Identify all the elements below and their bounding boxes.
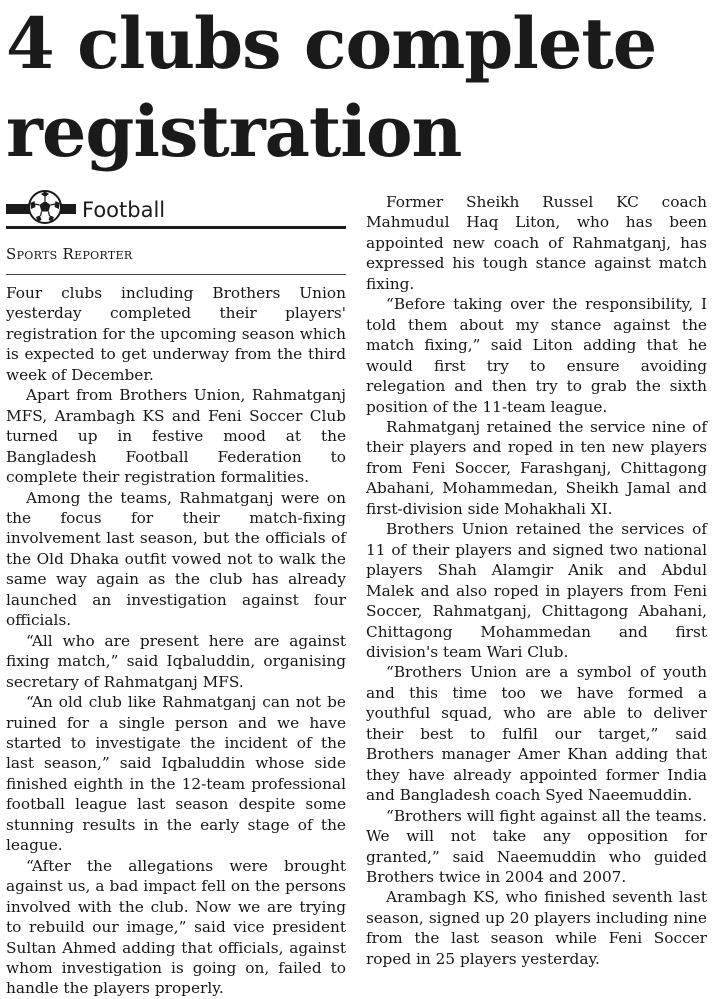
- article-paragraph: “Brothers Union are a symbol of youth and this time too we have formed a youthful squad, who are able to deliver their best to fulfil our target,” said Brothers manager Amer Khan adding that they have already appointed former India and Bangladesh coach Syed Naeemuddin.: [366, 663, 707, 805]
- article-paragraph: Rahmatganj retained the service nine of their players and roped in ten new players from Feni Soccer, Farashganj, Chittagong Abahani, Mohammedan, Sheikh Jamal and first-division side Mohakhali XI.: [366, 417, 707, 518]
- headline-line-1: 4 clubs complete: [6, 2, 657, 85]
- left-column: [6, 186, 346, 999]
- article-paragraph: Arambagh KS, who finished seventh last season, signed up 20 players including nine from the last season while Feni Soccer roped in 25 players yesterday.: [366, 888, 707, 968]
- article-paragraph: “All who are present here are against fixing match,” said Iqbaluddin, organising secretary of Rahmatganj MFS.: [6, 631, 346, 691]
- section-rule: [6, 226, 346, 229]
- headline-line-2: registration: [6, 90, 462, 173]
- article-paragraph: Former Sheikh Russel KC coach Mahmudul Haq Liton, who has been appointed new coach of Rahmatganj, has expressed his tough stance against match fixing.: [366, 193, 707, 293]
- article-paragraph: Apart from Brothers Union, Rahmatganj MFS, Arambagh KS and Feni Soccer Club turned up in festive mood at the Bangladesh Football Federation to complete their registration formalities.: [6, 386, 346, 487]
- article-paragraph: Four clubs including Brothers Union yesterday completed their players' registration for the upcoming season which is expected to get underway from the third week of December.: [6, 284, 346, 384]
- article-paragraph: “Brothers will fight against all the teams. We will not take any opposition for granted,” said Naeemuddin who guided Brothers twice in 2004 and 2007.: [366, 806, 708, 886]
- right-column: [366, 192, 707, 969]
- article-paragraph: “Before taking over the responsibility, I told them about my stance against the match fixing,” said Liton adding that he would first try to ensure avoiding relegation and then try to grab the sixth position of the 11-team league.: [366, 295, 707, 416]
- section-tag: [6, 186, 346, 228]
- article-paragraph: Brothers Union retained the services of 11 of their players and signed two national players Shah Alamgir Anik and Abdul Malek and also roped in players from Feni Soccer, Rahmatganj, Chittagong Abahani, Chittagong Mohammedan and first division's team Wari Club.: [366, 520, 707, 661]
- byline-rule: [6, 274, 346, 275]
- headline: [6, 0, 706, 176]
- section-label: Football: [82, 198, 166, 222]
- article-paragraph: “After the allegations were brought against us, a bad impact fell on the persons involved with the club. Now we are trying to rebuild our image,” said vice president Sultan Ahmed adding that officials, against whom investigation is going on, failed to handle the players properly.: [6, 856, 346, 998]
- byline: Sports Reporter: [6, 245, 133, 263]
- article-paragraph: “An old club like Rahmatganj can not be ruined for a single person and we have started to investigate the incident of the last season,” said Iqbaluddin whose side finished eighth in the 12-team professional football league last season despite some stunning results in the early stage of the league.: [6, 693, 346, 855]
- soccer-ball-icon: [28, 190, 62, 224]
- article-paragraph: Among the teams, Rahmatganj were on the focus for their match-fixing involvement last season, but the officials of the Old Dhaka outfit vowed not to walk the same way again as the club has already launched an investigation against four officials.: [6, 488, 346, 630]
